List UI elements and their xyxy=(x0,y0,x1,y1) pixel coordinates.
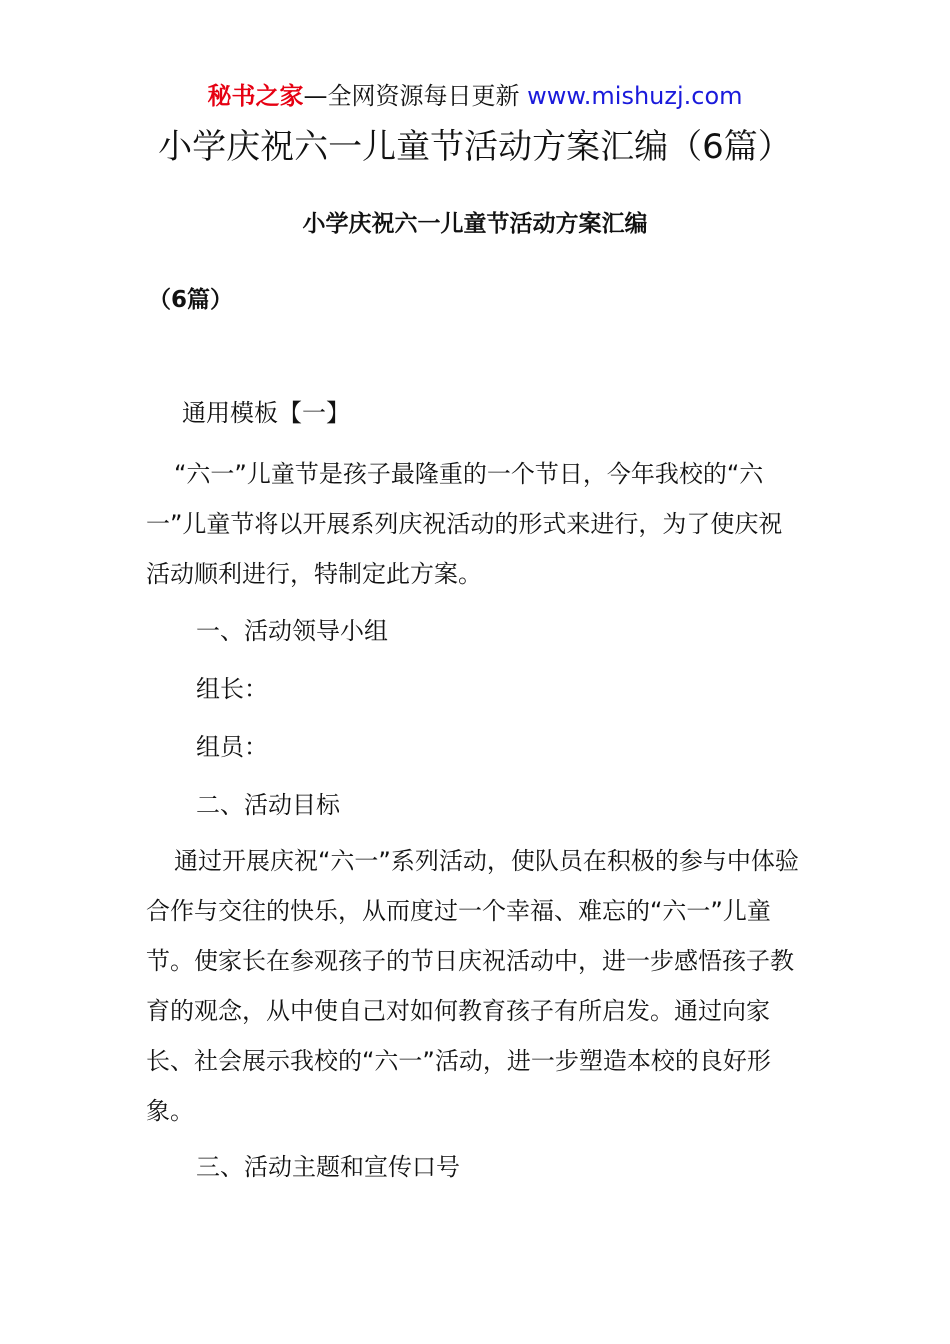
heading-theme-slogan: 三、活动主题和宣传口号 xyxy=(196,1153,460,1181)
section-label: 通用模板【一】 xyxy=(182,399,350,427)
leader-field: 组长： xyxy=(196,675,268,703)
goals-paragraph: 通过开展庆祝“六一”系列活动，使队员在积极的参与中体验合作与交往的快乐，从而度过一个幸福、难忘的“六一”儿童节。使家长在参观孩子的节日庆祝活动中，进一步感悟孩子教育的观念，从中使自己对如何教育孩子有所启发。通过向家长、社会展示我校的“六一”活动，进一步塑造本校的良好形象。 xyxy=(146,847,799,1125)
site-url-link[interactable]: www.mishuzj.com xyxy=(527,82,743,110)
document-subtitle: 小学庆祝六一儿童节活动方案汇编 xyxy=(302,211,648,237)
site-header xyxy=(0,80,950,112)
heading-goals: 二、活动目标 xyxy=(196,791,340,819)
site-brand: 秘书之家 xyxy=(207,82,304,110)
site-tagline: —全网资源每日更新 xyxy=(303,82,520,110)
document-title: 小学庆祝六一儿童节活动方案汇编（6篇） xyxy=(158,127,792,167)
document-piece-count: （6篇） xyxy=(148,287,234,313)
members-field: 组员： xyxy=(196,733,268,761)
heading-leadership-group: 一、活动领导小组 xyxy=(196,617,388,645)
intro-paragraph: “六一”儿童节是孩子最隆重的一个节日，今年我校的“六一”儿童节将以开展系列庆祝活动的形式来进行，为了使庆祝活动顺利进行，特制定此方案。 xyxy=(146,460,783,588)
